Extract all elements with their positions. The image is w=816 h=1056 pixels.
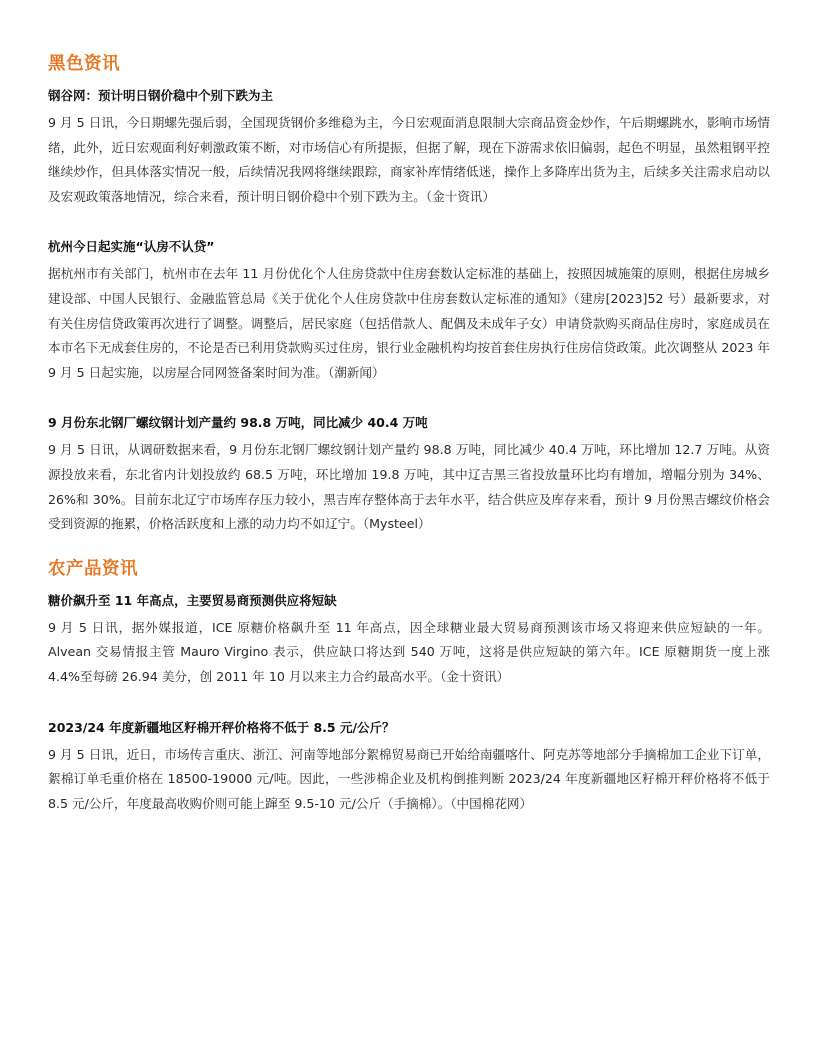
- article-hangzhou-housing-policy: [48, 237, 770, 385]
- article-title: 杭州今日起实施“认房不认贷”: [48, 239, 215, 255]
- article-body: 9 月 5 日讯，今日期螺先强后弱，全国现货钢价多维稳为主，今日宏观面消息限制大宗商品资金炒作，午后期螺跳水，影响市场情绪，此外，近日宏观面利好刺激政策不断，对市场信心有所提振，但据了解，现在下游需求依旧偏弱，起色不明显，虽然粗钢平控继续炒作，但具体落实情况一般，后续情况我网将继续跟踪，商家补库情绪低迷，操作上多降库出货为主，后续多关注需求启动以及宏观政策落地情况，综合来看，预计明日钢价稳中个别下跌为主。（金十资讯）: [48, 115, 770, 204]
- article-title: 糖价飙升至 11 年高点，主要贸易商预测供应将短缺: [48, 592, 337, 608]
- section-title-agri-news: 农产品资讯: [48, 558, 138, 579]
- article-title: 2023/24 年度新疆地区籽棉开秤价格将不低于 8.5 元/公斤？: [48, 719, 395, 735]
- article-xinjiang-cotton-price: [48, 718, 770, 817]
- article-northeast-rebar-output: [48, 413, 770, 536]
- article-body: 据杭州市有关部门，杭州市在去年 11 月份优化个人住房贷款中住房套数认定标准的基础上，按照因城施策的原则，根据住房城乡建设部、中国人民银行、金融监管总局《关于优化个人住房贷款中住房套数认定标准的通知》（建房[2023]52 号）最新要求，对有关住房信贷政策再次进行了调整。调整后，居民家庭（包括借款人、配偶及未成年子女）申请贷款购买商品住房时，家庭成员在本市名下无成套住房的，不论是否已利用贷款购买过住房，银行业金融机构均按首套住房执行住房信贷政策。此次调整从 2023 年 9 月 5 日起实施，以房屋合同网签备案时间为准。（潮新闻）: [48, 266, 770, 380]
- section-title-black-news: 黑色资讯: [48, 54, 120, 74]
- article-body: 9 月 5 日讯，近日，市场传言重庆、浙江、河南等地部分絮棉贸易商已开始给南疆喀什、阿克苏等地部分手摘棉加工企业下订单，絮棉订单毛重价格在 18500-19000 元/吨。因此，一些涉棉企业及机构倒推判断 2023/24 年度新疆地区籽棉开秤价格将不低于 8.5 元/公斤，年度最高收购价则可能上蹿至 9.5-10 元/公斤（手摘棉）。（中国棉花网）: [48, 746, 770, 811]
- article-body: 9 月 5 日讯，据外媒报道，ICE 原糖价格飙升至 11 年高点，因全球糖业最大贸易商预测该市场又将迎来供应短缺的一年。Alvean 交易情报主管 Mauro Virgino 表示，供应缺口将达到 540 万吨，这将是供应短缺的第六年。ICE 原糖期货一度上涨 4.4%至每磅 26.94 美分，创 2011 年 10 月以来主力合约最高水平。（金十资讯）: [48, 619, 770, 684]
- article-body: 9 月 5 日讯，从调研数据来看，9 月份东北钢厂螺纹钢计划产量约 98.8 万吨，同比减少 40.4 万吨，环比增加 12.7 万吨。从资源投放来看，东北省内计划投放约 68.5 万吨，环比增加 19.8 万吨，其中辽吉黑三省投放量环比均有增加，增幅分别为 34%、26%和 30%。目前东北辽宁市场库存压力较小，黑吉库存整体高于去年水平，结合供应及库存来看，预计 9 月份黑吉螺纹价格会受到资源的拖累，价格活跃度和上涨的动力均不如辽宁。（Mysteel）: [48, 442, 770, 532]
- article-title: 钢谷网：预计明日钢价稳中个别下跌为主: [48, 88, 274, 103]
- article-steel-price-forecast: [48, 86, 770, 209]
- article-sugar-price-high: [48, 591, 770, 690]
- article-title: 9 月份东北钢厂螺纹钢计划产量约 98.8 万吨，同比减少 40.4 万吨: [48, 415, 428, 431]
- news-page: [48, 52, 770, 816]
